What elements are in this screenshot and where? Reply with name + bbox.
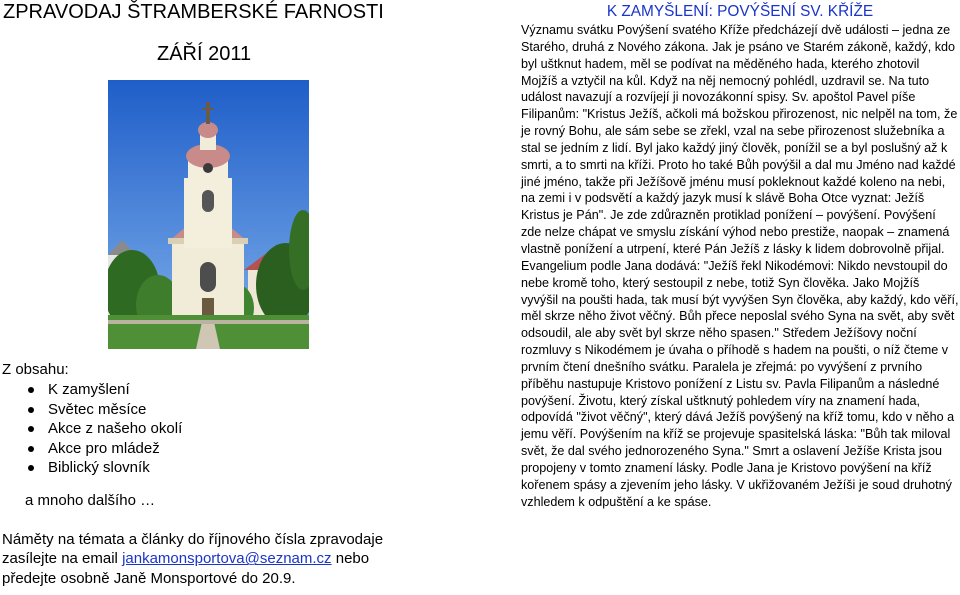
list-item [25,458,182,478]
more-note: a mnoho dalšího … [25,492,156,509]
email-link[interactable]: jankamonsportova@seznam.cz [122,550,332,568]
bullet-icon [28,387,34,393]
masthead-title: ZPRAVODAJ ŠTRAMBERSKÉ FARNOSTI [3,1,384,23]
bullet-icon [28,446,34,452]
issue-date: ZÁŘÍ 2011 [157,43,252,65]
contents-item-label: K zamyšlení [48,381,130,398]
contents-item-label: Světec měsíce [48,400,147,418]
article-body: Významu svátku Povýšení svatého Kříže předcházejí dvě události – jedna ze Starého, druhá z Nového zákona. Jak je psáno ve Starém zákoně, každý, kdo byl uštknut hadem, měl se podívat na měděného hada, kterého zhotovil Mojžíš a vztyčil na kůl. Když na něj nemocný pohlédl, uzdravil se. Na tuto událost navazují a rozvíjejí ji novozákonní spisy. Sv. apoštol Pavel píše Filipanům: "Kristus Ježíš, ačkoli má božskou přirozenost, nic nelpěl na tom, že je rovný Bohu, ale sám sebe se zřekl, vzal na sebe přirozenost služebníka a stal se jedním z lidí. Byl jako každý jiný člověk, ponížil se a byl poslušný až k smrti, a to smrti na kříži. Proto ho také Bůh povýšil a dal mu Jméno nad každé jiné jméno, takže při Ježíšově jménu musí pokleknout každé koleno na nebi, na zemi i v podsvětí a každý jazyk musí k slávě Boha Otce vyznat: Ježíš Kristus je Pán". Je zde zdůrazněn protiklad ponížení – povýšení. Povýšení zde nelze chápat ve smyslu získání výhod nebo prestiže, naopak – znamená vlastně ponížení a utrpení, které Pán Ježíš z lásky k lidem dobrovolně přijal. Evangelium podle Jana dodává: "Ježíš řekl Nikodémovi: Nikdo nevstoupil do nebe kromě toho, který sestoupil z nebe, totiž Syn člověka. Jako Mojžíš vyvýšil na poušti hada, tak musí být vyvýšen Syn člověka, aby každý, kdo věří, měl skrze něho život věčný. Bůh přece neposlal svého Syna na svět, aby svět odsoudil, ale aby svět byl skrze něho spasen." Středem Ježíšovy noční rozmluvy s Nikodémem je úvaha o příhodě s hadem na poušti, o níž čteme v prvním čtení dnešního svátku. Paralela je zřejmá: po vyvýšení z prvního příběhu nastupuje Kristovo ponížení z Listu sv. Pavla Filipanům a následné povýšení. Životu, který získal uštknutý pohledem víry na znamení hada, odpovídá "život věčný", který dává Ježíš povýšený na kříž tomu, kdo v něho a jemu věří. Povýšením na kříž se projevuje spasitelská láska: "Bůh tak miloval svět, že dal svého jednorozeného Syna." Smrt a oslavení Ježíše Krista jsou propojeny v tomto znamení lásky. Podle Jana je Kristovo povýšení na kříž kořenem spásy a zjevením jeho lásky. V ukřižovaném Ježíši je soud druhotný vzhledem k odpuštění a ke spáse. [521,23,959,509]
list-item [25,400,182,420]
bullet-icon [28,465,34,471]
note-text-after: nebo předejte osobně Janě Monsportové do 20.9. [2,550,370,587]
contents-item-label: Biblický slovník [48,459,150,477]
bullet-icon [28,407,34,413]
submission-note [2,530,422,588]
list-item [25,380,182,400]
contents-heading: Z obsahu: [2,361,69,378]
church-photo [108,80,309,349]
bullet-icon [28,426,34,432]
contents-list [25,380,182,478]
note-text-before: Náměty na témata a články do říjnového čísla zpravodaje zasílejte na email [2,531,384,568]
list-item [25,439,182,459]
contents-item-label: Akce pro mládež [48,439,160,457]
list-item [25,419,182,439]
contents-item-label: Akce z našeho okolí [48,420,183,438]
article-title: K ZAMYŠLENÍ: POVÝŠENÍ SV. KŘÍŽE [606,3,874,20]
